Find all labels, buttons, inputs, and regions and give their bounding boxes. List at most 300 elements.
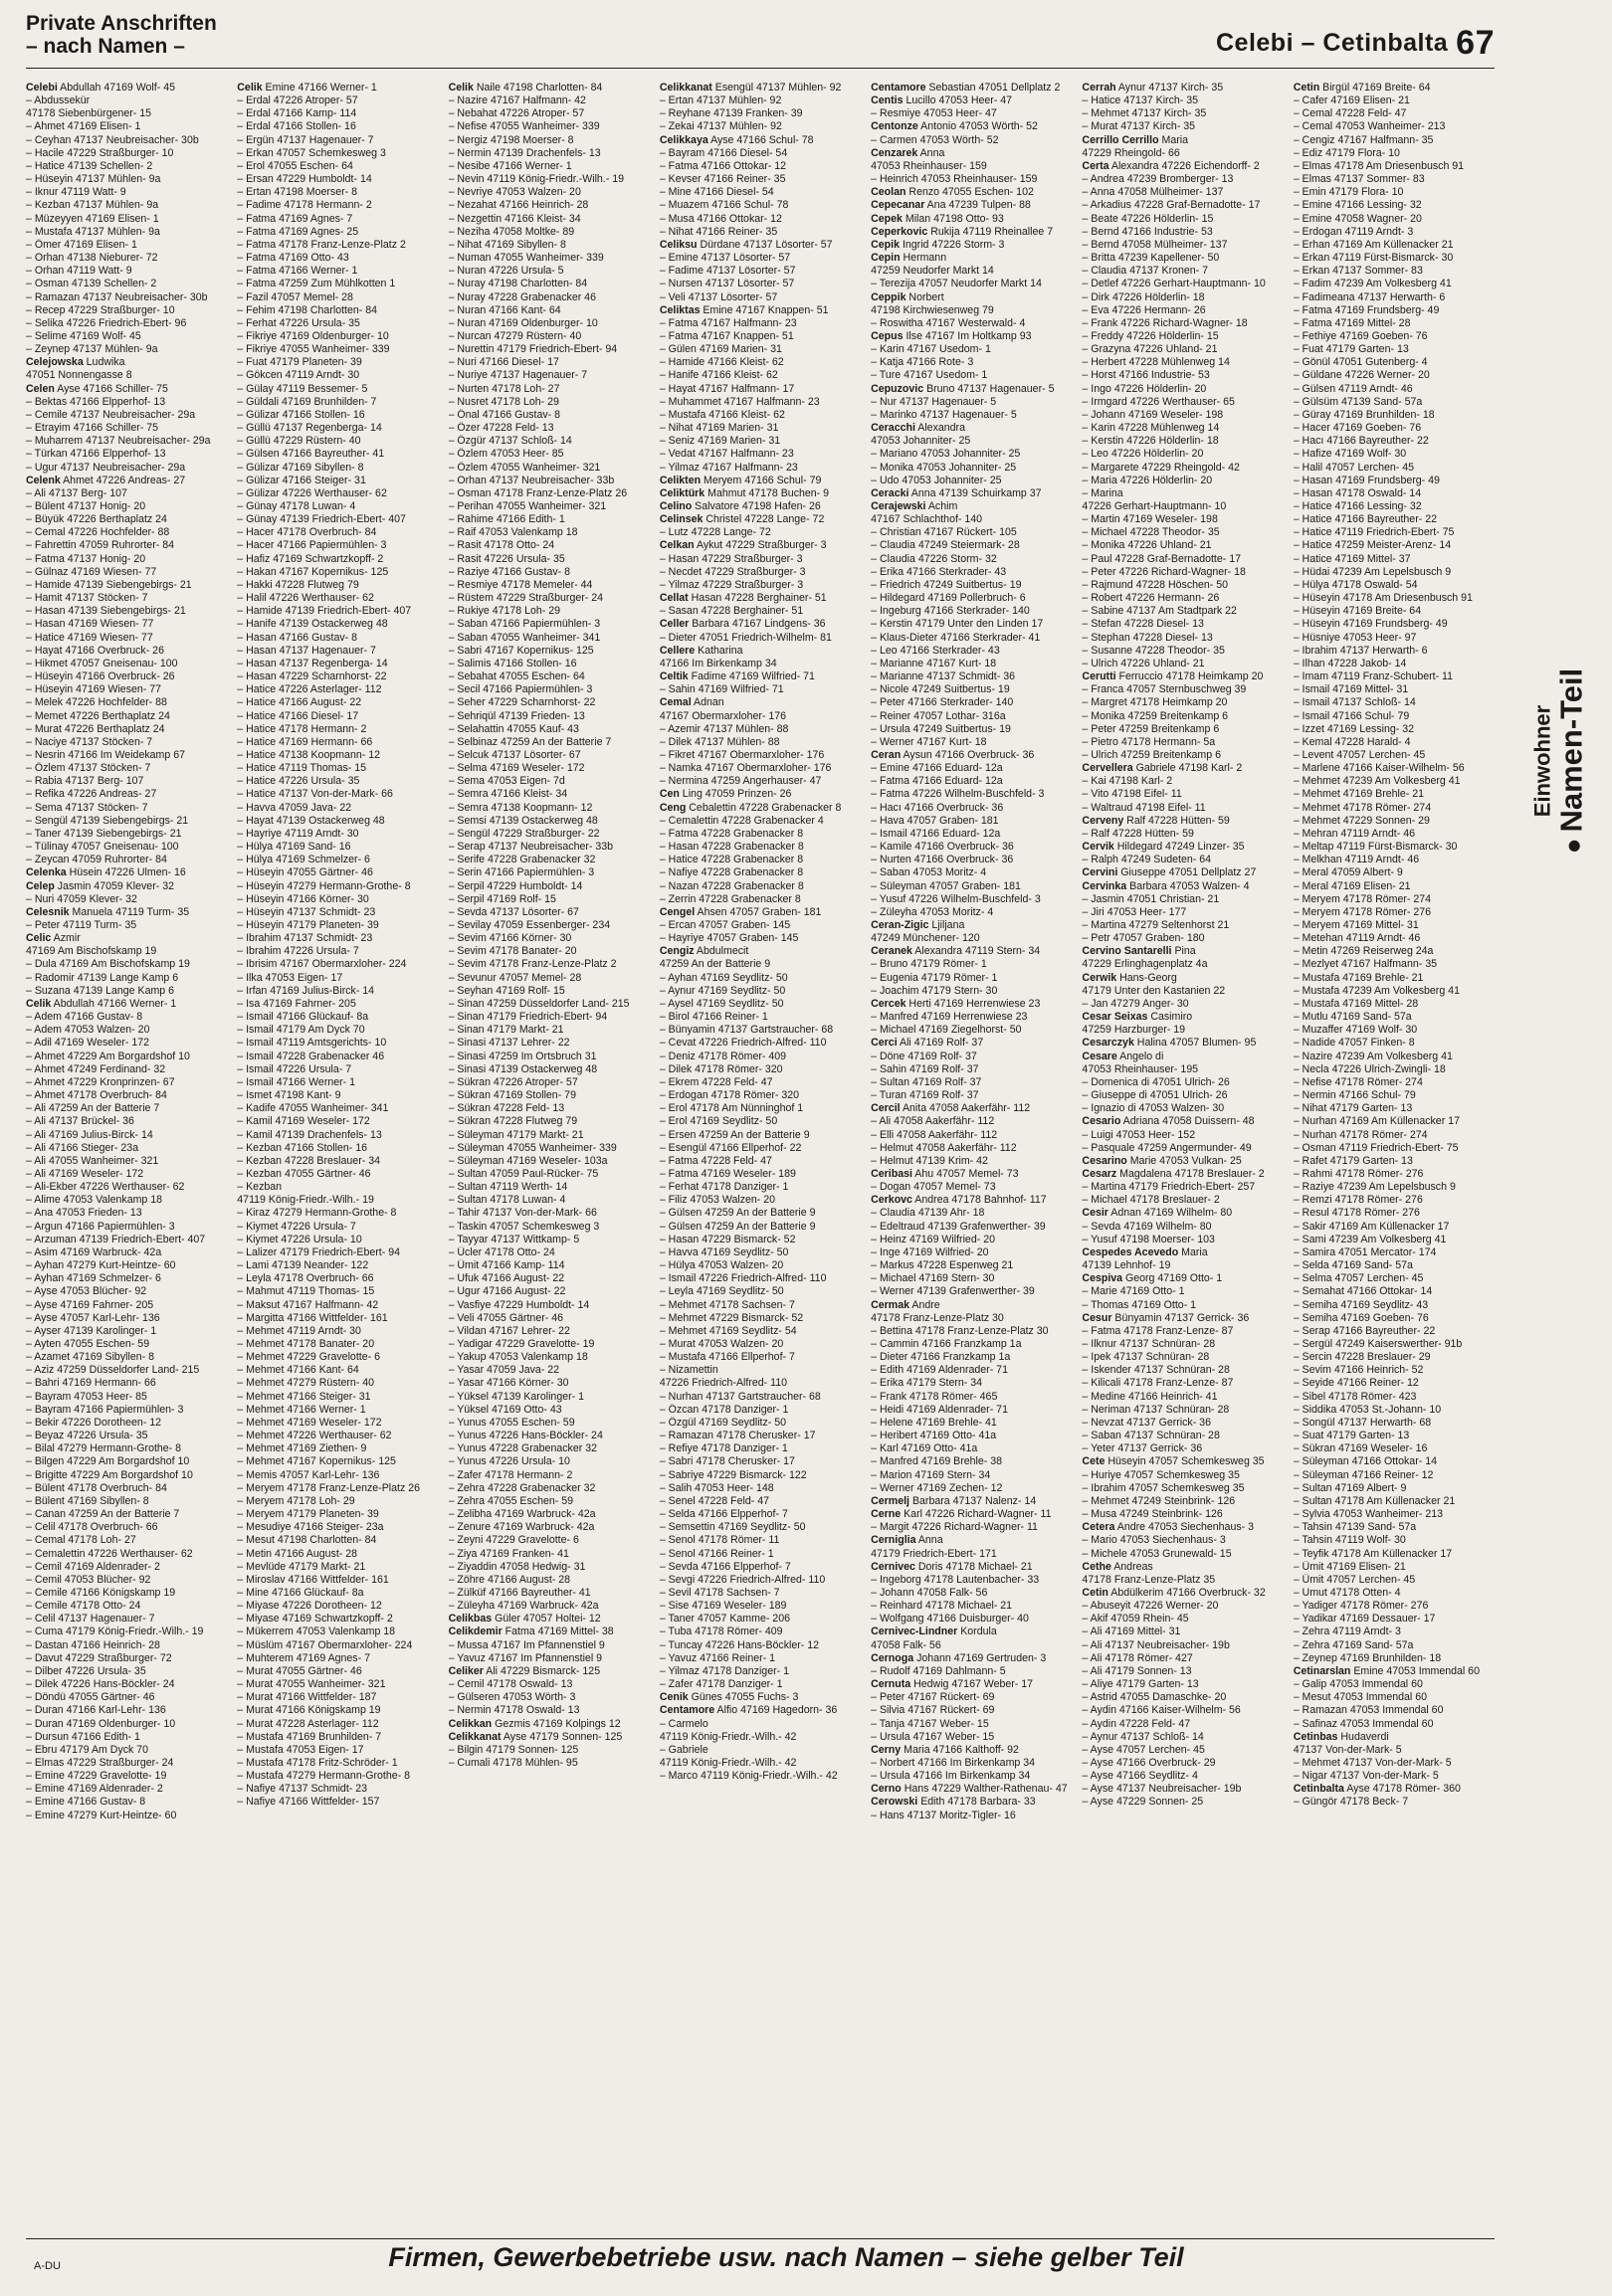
entry-text: 47178 Franz-Lenze-Platz 35	[1082, 1573, 1216, 1586]
entry-text: – Mehmet 47137 Kirch- 35	[1082, 107, 1207, 120]
entry-text: – Dilek 47226 Hans-Böckler- 24	[26, 1678, 175, 1691]
directory-entry	[26, 199, 227, 212]
entry-text: – Sinasi 47137 Lehrer- 22	[448, 1037, 570, 1050]
entry-text: – Gülizar 47166 Steiger- 31	[237, 474, 366, 486]
directory-entry	[26, 107, 227, 120]
directory-entry	[660, 1718, 861, 1731]
entry-text: Emine 47166 Werner- 1	[262, 82, 377, 94]
entry-text: – Sinasi 47139 Ostackerweg 48	[448, 1062, 598, 1075]
entry-text: 47229 Rheingold- 66	[1082, 146, 1180, 159]
entry-text: – Fuat 47179 Garten- 13	[1293, 343, 1409, 356]
entry-text: – Cemal 47228 Feld- 47	[1293, 107, 1407, 120]
entry-text: – Birol 47166 Reiner- 1	[659, 1011, 768, 1024]
directory-entry	[1082, 828, 1283, 841]
entry-text: – Leyla 47178 Overbruch- 66	[237, 1272, 374, 1285]
directory-entry	[871, 1168, 1072, 1181]
directory-entry	[660, 304, 861, 317]
directory-entry	[871, 1207, 1072, 1220]
directory-entry	[1294, 134, 1495, 147]
entry-text: – Gülsen 47119 Arndt- 46	[1293, 382, 1413, 395]
directory-entry	[237, 658, 438, 670]
entry-text: – Halil 47226 Werthauser- 62	[237, 592, 374, 605]
entry-text: – Rajmund 47228 Höschen- 50	[1082, 578, 1229, 591]
directory-entry	[1294, 291, 1495, 304]
entry-text: – Hayriye 47057 Graben- 145	[659, 932, 799, 945]
footer-rule	[26, 2238, 1495, 2239]
entry-text: – Udo 47053 Johanniter- 25	[871, 474, 1002, 486]
directory-entry	[26, 866, 227, 879]
entry-text: – Fatma 47169 Frundsberg- 49	[1293, 303, 1440, 316]
entry-text: – Esengül 47166 Ellperhof- 22	[659, 1141, 802, 1154]
directory-entry	[871, 893, 1072, 906]
entry-text: – Memis 47057 Karl-Lehr- 136	[237, 1468, 380, 1481]
directory-entry	[660, 1744, 861, 1757]
entry-text: – Namka 47167 Obermarxloher- 176	[659, 762, 832, 775]
directory-entry	[660, 1731, 861, 1744]
directory-entry	[237, 1770, 438, 1783]
directory-entry	[26, 435, 227, 448]
directory-entry	[449, 160, 650, 173]
entry-text: – Medine 47166 Heinrich- 41	[1082, 1390, 1218, 1403]
entry-text: – Hülya 47178 Oswald- 54	[1293, 578, 1418, 591]
entry-text: – Yilmaz 47167 Halfmann- 23	[659, 461, 798, 474]
entry-text: – Duran 47169 Oldenburger- 10	[26, 1717, 176, 1730]
directory-entry	[660, 173, 861, 186]
entry-text: – Anna 47058 Mülheimer- 137	[1082, 186, 1224, 199]
directory-entry	[449, 1455, 650, 1468]
entry-text: – Gülsen 47166 Bayreuther- 41	[237, 448, 385, 461]
entry-text: – Karin 47167 Usedom- 1	[871, 343, 991, 356]
directory-entry	[1082, 1626, 1283, 1638]
entry-text: – Selcuk 47137 Lösorter- 67	[448, 748, 581, 761]
directory-entry	[660, 775, 861, 788]
directory-entry	[1294, 880, 1495, 893]
entry-text: – Ziyaddin 47058 Hedwig- 31	[448, 1560, 586, 1573]
directory-entry	[449, 828, 650, 841]
directory-entry	[237, 1142, 438, 1155]
entry-text: – Sükran 47169 Stollen- 79	[448, 1089, 576, 1102]
entry-text: – Raziye 47239 Am Lepelsbusch 9	[1293, 1181, 1456, 1194]
directory-entry	[871, 566, 1072, 579]
surname: Cengel	[659, 905, 696, 918]
entry-text: – Gülizar 47169 Sibyllen- 8	[237, 461, 364, 474]
directory-entry	[237, 239, 438, 252]
directory-entry	[871, 120, 1072, 133]
entry-text: – Necdet 47229 Straßburger- 3	[659, 565, 806, 578]
entry-text: Azmir	[51, 932, 81, 945]
directory-entry	[449, 1561, 650, 1574]
entry-text: – Fatma 47259 Zum Mühlkotten 1	[237, 278, 396, 290]
directory-entry	[1294, 1285, 1495, 1298]
directory-entry	[660, 985, 861, 998]
directory-entry	[449, 566, 650, 579]
side-tab-main	[1555, 669, 1590, 855]
entry-text: – Nadide 47057 Finken- 8	[1293, 1037, 1415, 1050]
entry-text: – Rasit 47178 Otto- 24	[448, 539, 555, 552]
directory-entry	[871, 409, 1072, 422]
directory-entry	[660, 539, 861, 552]
surname: Cesar Seixas	[1082, 1011, 1148, 1024]
entry-text: Hudaverdi	[1337, 1730, 1389, 1743]
directory-entry	[660, 1102, 861, 1115]
entry-text: – Fehim 47198 Charlotten- 84	[237, 303, 378, 316]
entry-text: – Suat 47179 Garten- 13	[1293, 1430, 1410, 1442]
directory-entry	[1294, 82, 1495, 95]
directory-entry	[237, 710, 438, 723]
entry-text: – Cammin 47166 Franzkamp 1a	[871, 1338, 1022, 1350]
directory-entry	[660, 1770, 861, 1783]
directory-entry	[26, 1430, 227, 1442]
entry-text: – Mehmet 47169 Seydlitz- 54	[659, 1324, 797, 1337]
entry-text: – Freddy 47226 Hölderlin- 15	[1082, 329, 1219, 342]
directory-entry	[449, 736, 650, 749]
directory-entry	[1082, 422, 1283, 435]
entry-text: – Beyaz 47226 Ursula- 35	[26, 1430, 148, 1442]
directory-entry	[871, 396, 1072, 409]
entry-text: Barbara 47053 Walzen- 4	[1126, 879, 1250, 892]
entry-text: – Salimis 47166 Stollen- 16	[448, 657, 577, 670]
entry-text: – Bettina 47178 Franz-Lenze-Platz 30	[871, 1324, 1049, 1337]
entry-text: – Mehmet 47229 Sonnen- 29	[1293, 814, 1430, 827]
entry-text: – Saban 47166 Papiermühlen- 3	[448, 618, 601, 631]
entry-text: – Claudia 47226 Storm- 32	[871, 552, 997, 565]
directory-entry	[1294, 120, 1495, 133]
directory-entry	[871, 1417, 1072, 1430]
directory-entry	[26, 1207, 227, 1220]
entry-text: – Hüseyin 47055 Gärtner- 46	[237, 866, 373, 879]
entry-text: – Duran 47166 Karl-Lehr- 136	[26, 1704, 166, 1717]
directory-entry	[449, 1534, 650, 1547]
entry-text: – Hayat 47166 Overbruck- 26	[26, 644, 164, 657]
directory-entry	[1294, 1063, 1495, 1076]
directory-entry	[1082, 1364, 1283, 1377]
directory-entry	[237, 893, 438, 906]
directory-entry	[449, 683, 650, 696]
entry-text: – Sylvia 47053 Wanheimer- 213	[1293, 1508, 1444, 1521]
entry-text: – Bayram 47166 Diesel- 54	[659, 146, 788, 159]
entry-text: – Tuncay 47226 Hans-Böckler- 12	[659, 1638, 820, 1651]
directory-entry	[449, 1338, 650, 1351]
directory-entry	[1082, 487, 1283, 500]
surname: Celikkaya	[659, 133, 708, 146]
entry-text: – Eva 47226 Hermann- 26	[1082, 303, 1206, 316]
directory-entry	[26, 1587, 227, 1600]
entry-text: – Fethiye 47169 Goeben- 76	[1293, 329, 1428, 342]
directory-entry	[871, 815, 1072, 828]
directory-entry	[660, 906, 861, 919]
surname: Cernuta	[871, 1678, 911, 1691]
section-title	[26, 12, 217, 58]
directory-entry	[660, 553, 861, 566]
entry-text: – Mehmet 47169 Brehle- 21	[1293, 788, 1425, 801]
entry-text: – Mustafa 47169 Brehle- 21	[1293, 971, 1424, 984]
directory-entry	[26, 683, 227, 696]
directory-entry	[1294, 539, 1495, 552]
directory-entry	[237, 828, 438, 841]
directory-entry	[1294, 696, 1495, 709]
surname: Cenzarek	[871, 146, 918, 159]
entry-text: – Özer 47228 Feld- 13	[448, 422, 554, 435]
entry-text: – Werner 47169 Zechen- 12	[871, 1481, 1003, 1494]
directory-entry	[660, 1704, 861, 1717]
directory-entry	[871, 1783, 1072, 1796]
directory-entry	[26, 95, 227, 107]
entry-text: – Zeynep 47169 Brunhilden- 18	[1293, 1651, 1442, 1664]
entry-text: – Hüseyin 47179 Planeten- 39	[237, 919, 379, 931]
directory-entry	[449, 1704, 650, 1717]
entry-text: – Jiri 47053 Heer- 177	[1082, 905, 1187, 918]
directory-entry	[871, 1102, 1072, 1115]
directory-entry	[237, 1639, 438, 1652]
entry-text: – Sultan 47119 Werth- 14	[448, 1181, 568, 1194]
directory-entry	[449, 1377, 650, 1390]
directory-entry	[26, 1076, 227, 1089]
directory-entry	[449, 1404, 650, 1417]
directory-entry	[660, 1037, 861, 1050]
surname: Celenk	[26, 474, 61, 486]
directory-entry	[1082, 199, 1283, 212]
entry-text: – Helmut 47139 Krim- 42	[871, 1154, 988, 1167]
directory-entry	[660, 1652, 861, 1665]
entry-text: – Selda 47169 Sand- 57a	[1293, 1259, 1413, 1272]
directory-entry	[449, 1181, 650, 1194]
entry-text: – Ekrem 47228 Feld- 47	[659, 1075, 773, 1088]
directory-entry	[871, 1534, 1072, 1547]
directory-entry	[26, 1482, 227, 1495]
entry-text: – Safinaz 47053 Immendal 60	[1293, 1717, 1434, 1730]
entry-text: – Giuseppe di 47051 Ulrich- 26	[1082, 1089, 1228, 1102]
entry-text: – Yunus 47226 Hans-Böckler- 24	[448, 1430, 603, 1442]
entry-text: – Reinhard 47178 Michael- 21	[871, 1600, 1013, 1613]
directory-entry	[1082, 1076, 1283, 1089]
directory-entry	[1082, 82, 1283, 95]
directory-entry	[449, 710, 650, 723]
directory-entry	[1082, 1391, 1283, 1404]
surname: Ceranek	[871, 945, 912, 958]
directory-entry	[871, 134, 1072, 147]
directory-entry	[1294, 1417, 1495, 1430]
entry-text: – Yadigar 47229 Gravelotte- 19	[448, 1338, 595, 1350]
directory-entry	[449, 1482, 650, 1495]
entry-text: – Resul 47178 Römer- 276	[1293, 1207, 1420, 1220]
entry-text: – Hülya 47053 Walzen- 20	[659, 1259, 784, 1272]
directory-entry	[26, 252, 227, 265]
directory-entry	[660, 409, 861, 422]
directory-entry	[1082, 1181, 1283, 1194]
entry-text: – Nefise 47055 Wanheimer- 339	[448, 120, 600, 133]
directory-entry	[1294, 1442, 1495, 1455]
page-number: 67	[1456, 24, 1495, 62]
entry-text: 47139 Lehnhof- 19	[1082, 1259, 1171, 1272]
entry-text: – Fadim 47239 Am Volkesberg 41	[1293, 278, 1452, 290]
directory-entry	[660, 1351, 861, 1364]
entry-text: – Celil 47137 Hagenauer- 7	[26, 1613, 155, 1626]
directory-entry	[871, 239, 1072, 252]
entry-text: – Taskin 47057 Schemkesweg 3	[448, 1220, 600, 1233]
entry-text: – Ayhan 47279 Kurt-Heintze- 60	[26, 1259, 176, 1272]
entry-text: – Sevim 47178 Franz-Lenze-Platz 2	[448, 958, 617, 971]
entry-text: – Mehmet 47229 Bismarck- 52	[659, 1311, 804, 1324]
entry-text: – Selda 47166 Elpperhof- 7	[659, 1508, 788, 1521]
entry-text: – Hasan 47137 Regenberga- 14	[237, 657, 388, 670]
entry-text: – Fadimeana 47137 Herwarth- 6	[1293, 290, 1446, 303]
entry-text: – Mine 47166 Glückauf- 8a	[237, 1586, 364, 1599]
directory-entry	[871, 828, 1072, 841]
directory-entry	[237, 1037, 438, 1050]
directory-entry	[237, 866, 438, 879]
directory-entry	[871, 1051, 1072, 1063]
directory-entry	[1294, 1377, 1495, 1390]
surname: Ceran-Zigic	[871, 919, 929, 931]
directory-entry	[1082, 1521, 1283, 1534]
directory-entry	[449, 841, 650, 854]
entry-text: – Gülseren 47053 Wörth- 3	[448, 1691, 576, 1704]
directory-entry	[237, 120, 438, 133]
entry-text: 47179 Friedrich-Ebert- 171	[871, 1547, 997, 1560]
directory-entry	[871, 1246, 1072, 1259]
entry-text: – Lalizer 47179 Friedrich-Ebert- 94	[237, 1245, 400, 1258]
entry-text: – Nurten 47178 Loh- 27	[448, 382, 560, 395]
directory-entry	[660, 107, 861, 120]
directory-entry	[237, 252, 438, 265]
surname: Celkan	[659, 539, 695, 552]
entry-text: – Ali 47166 Stieger- 23a	[26, 1141, 139, 1154]
directory-entry	[449, 356, 650, 369]
entry-text: – Ismail 47166 Glückauf- 8a	[237, 1011, 369, 1024]
entry-text: Bünyamin 47137 Gerrick- 36	[1111, 1311, 1250, 1324]
directory-entry	[660, 199, 861, 212]
entry-text: Lucillo 47053 Heer- 47	[903, 95, 1013, 107]
entry-text: – Ergün 47137 Hagenauer- 7	[237, 133, 374, 146]
directory-entry	[26, 579, 227, 592]
surname: Celejowska	[26, 356, 84, 369]
entry-text: – Selma 47057 Lerchen- 45	[1293, 1272, 1424, 1285]
directory-entry	[237, 1469, 438, 1482]
directory-entry	[26, 736, 227, 749]
entry-text: – Güldali 47169 Brunhilden- 7	[237, 395, 377, 408]
entry-text: – Marianne 47167 Kurt- 18	[871, 657, 997, 670]
directory-entry	[871, 985, 1072, 998]
entry-text: – Havva 47059 Java- 22	[237, 801, 352, 814]
directory-entry	[1294, 1102, 1495, 1115]
surname: Cesarz	[1082, 1167, 1117, 1180]
directory-entry	[1294, 265, 1495, 278]
entry-text: – Hüseyin 47169 Wiesen- 77	[26, 683, 162, 696]
entry-text: – Filiz 47053 Walzen- 20	[659, 1194, 776, 1207]
directory-entry	[660, 82, 861, 95]
entry-text: Ali 47169 Rolf- 37	[897, 1037, 984, 1050]
directory-entry	[871, 422, 1072, 435]
directory-entry	[1294, 866, 1495, 879]
entry-text: – Nezgettin 47166 Kleist- 34	[448, 212, 581, 225]
entry-text: – Erdal 47226 Atroper- 57	[237, 95, 358, 107]
directory-entry	[26, 1613, 227, 1626]
directory-entry	[660, 998, 861, 1011]
entry-text: – Canan 47259 An der Batterie 7	[26, 1508, 180, 1521]
surname: Centamore	[659, 1704, 715, 1717]
entry-text: – Erdal 47166 Kamp- 114	[237, 107, 357, 120]
directory-entry	[237, 1704, 438, 1717]
surname: Ceracchi	[871, 422, 915, 435]
entry-text: – Erol 47178 Am Nünninghof 1	[659, 1102, 804, 1115]
directory-entry	[660, 1142, 861, 1155]
directory-entry	[871, 1299, 1072, 1312]
directory-entry	[660, 893, 861, 906]
entry-text: – Sevda 47137 Lösorter- 67	[448, 905, 579, 918]
directory-entry	[660, 500, 861, 513]
directory-entry	[449, 579, 650, 592]
directory-entry	[449, 291, 650, 304]
entry-text: – Werner 47167 Kurt- 18	[871, 735, 987, 748]
directory-entry	[871, 291, 1072, 304]
entry-text: – Sevgi 47226 Friedrich-Alfred- 110	[659, 1573, 826, 1586]
directory-entry	[1294, 1024, 1495, 1037]
entry-text: – Özgür 47137 Schloß- 14	[448, 435, 572, 448]
directory-entry	[237, 1325, 438, 1338]
entry-text: – Ismail 47179 Am Dyck 70	[237, 1024, 365, 1037]
entry-text: Edith 47178 Barbara- 33	[917, 1796, 1036, 1809]
directory-entry	[871, 1600, 1072, 1613]
directory-entry	[1082, 566, 1283, 579]
entry-text: – Radomir 47139 Lange Kamp 6	[26, 971, 179, 984]
directory-entry	[1294, 475, 1495, 487]
entry-text: – Paul 47228 Graf-Bernadotte- 17	[1082, 552, 1242, 565]
directory-entry	[26, 356, 227, 369]
directory-entry	[449, 788, 650, 801]
directory-entry	[26, 1115, 227, 1128]
directory-entry	[26, 1285, 227, 1298]
entry-text: – Özlem 47055 Wanheimer- 321	[448, 461, 601, 474]
directory-entry	[237, 95, 438, 107]
directory-entry	[26, 1678, 227, 1691]
directory-entry	[1294, 854, 1495, 866]
entry-text: 47249 Münchener- 120	[871, 932, 980, 945]
directory-entry	[449, 1246, 650, 1259]
entry-text: – Türkan 47166 Elpperhof- 13	[26, 448, 166, 461]
entry-text: – Nurhan 47178 Römer- 274	[1293, 1128, 1428, 1141]
directory-entry	[1294, 605, 1495, 618]
directory-entry	[26, 788, 227, 801]
surname: Cerrillo Cerrillo	[1082, 133, 1159, 146]
entry-text: – Serpil 47229 Humboldt- 14	[448, 879, 583, 892]
entry-text: – Döndü 47055 Gärtner- 46	[26, 1691, 155, 1704]
entry-text: – Sükran 47169 Weseler- 16	[1293, 1442, 1428, 1455]
directory-entry	[1082, 1194, 1283, 1207]
entry-text: – Mehmet 47167 Kopernikus- 125	[237, 1455, 396, 1468]
directory-entry	[237, 696, 438, 709]
directory-entry	[1294, 330, 1495, 343]
surname: Cengiz	[659, 945, 695, 958]
entry-text: – Naciye 47137 Stöcken- 7	[26, 735, 153, 748]
entry-text: – Yunus 47228 Grabenacker 32	[448, 1442, 597, 1455]
entry-text: – Meryem 47178 Römer- 274	[1293, 892, 1432, 905]
directory-entry	[237, 1285, 438, 1298]
entry-text: – Ümit 47057 Lerchen- 45	[1293, 1573, 1416, 1586]
directory-entry	[871, 1718, 1072, 1731]
entry-text: – Fikriye 47055 Wanheimer- 339	[237, 343, 390, 356]
entry-text: – Nesrin 47166 Im Weidekamp 67	[26, 748, 185, 761]
entry-text: – Cemalettin 47228 Grabenacker 4	[659, 814, 824, 827]
directory-entry	[26, 1377, 227, 1390]
entry-text: – Hatice 47139 Schellen- 2	[26, 159, 153, 172]
entry-text: – Hüdai 47239 Am Lepelsbusch 9	[1293, 565, 1452, 578]
entry-text: – Mesudiye 47166 Steiger- 23a	[237, 1521, 384, 1534]
entry-text: – Ayser 47139 Karolinger- 1	[26, 1324, 157, 1337]
entry-text: – Iknur 47119 Watt- 9	[26, 186, 126, 199]
entry-text: – Hayriye 47119 Arndt- 30	[237, 827, 359, 840]
directory-entry	[26, 958, 227, 971]
directory-entry	[449, 1469, 650, 1482]
